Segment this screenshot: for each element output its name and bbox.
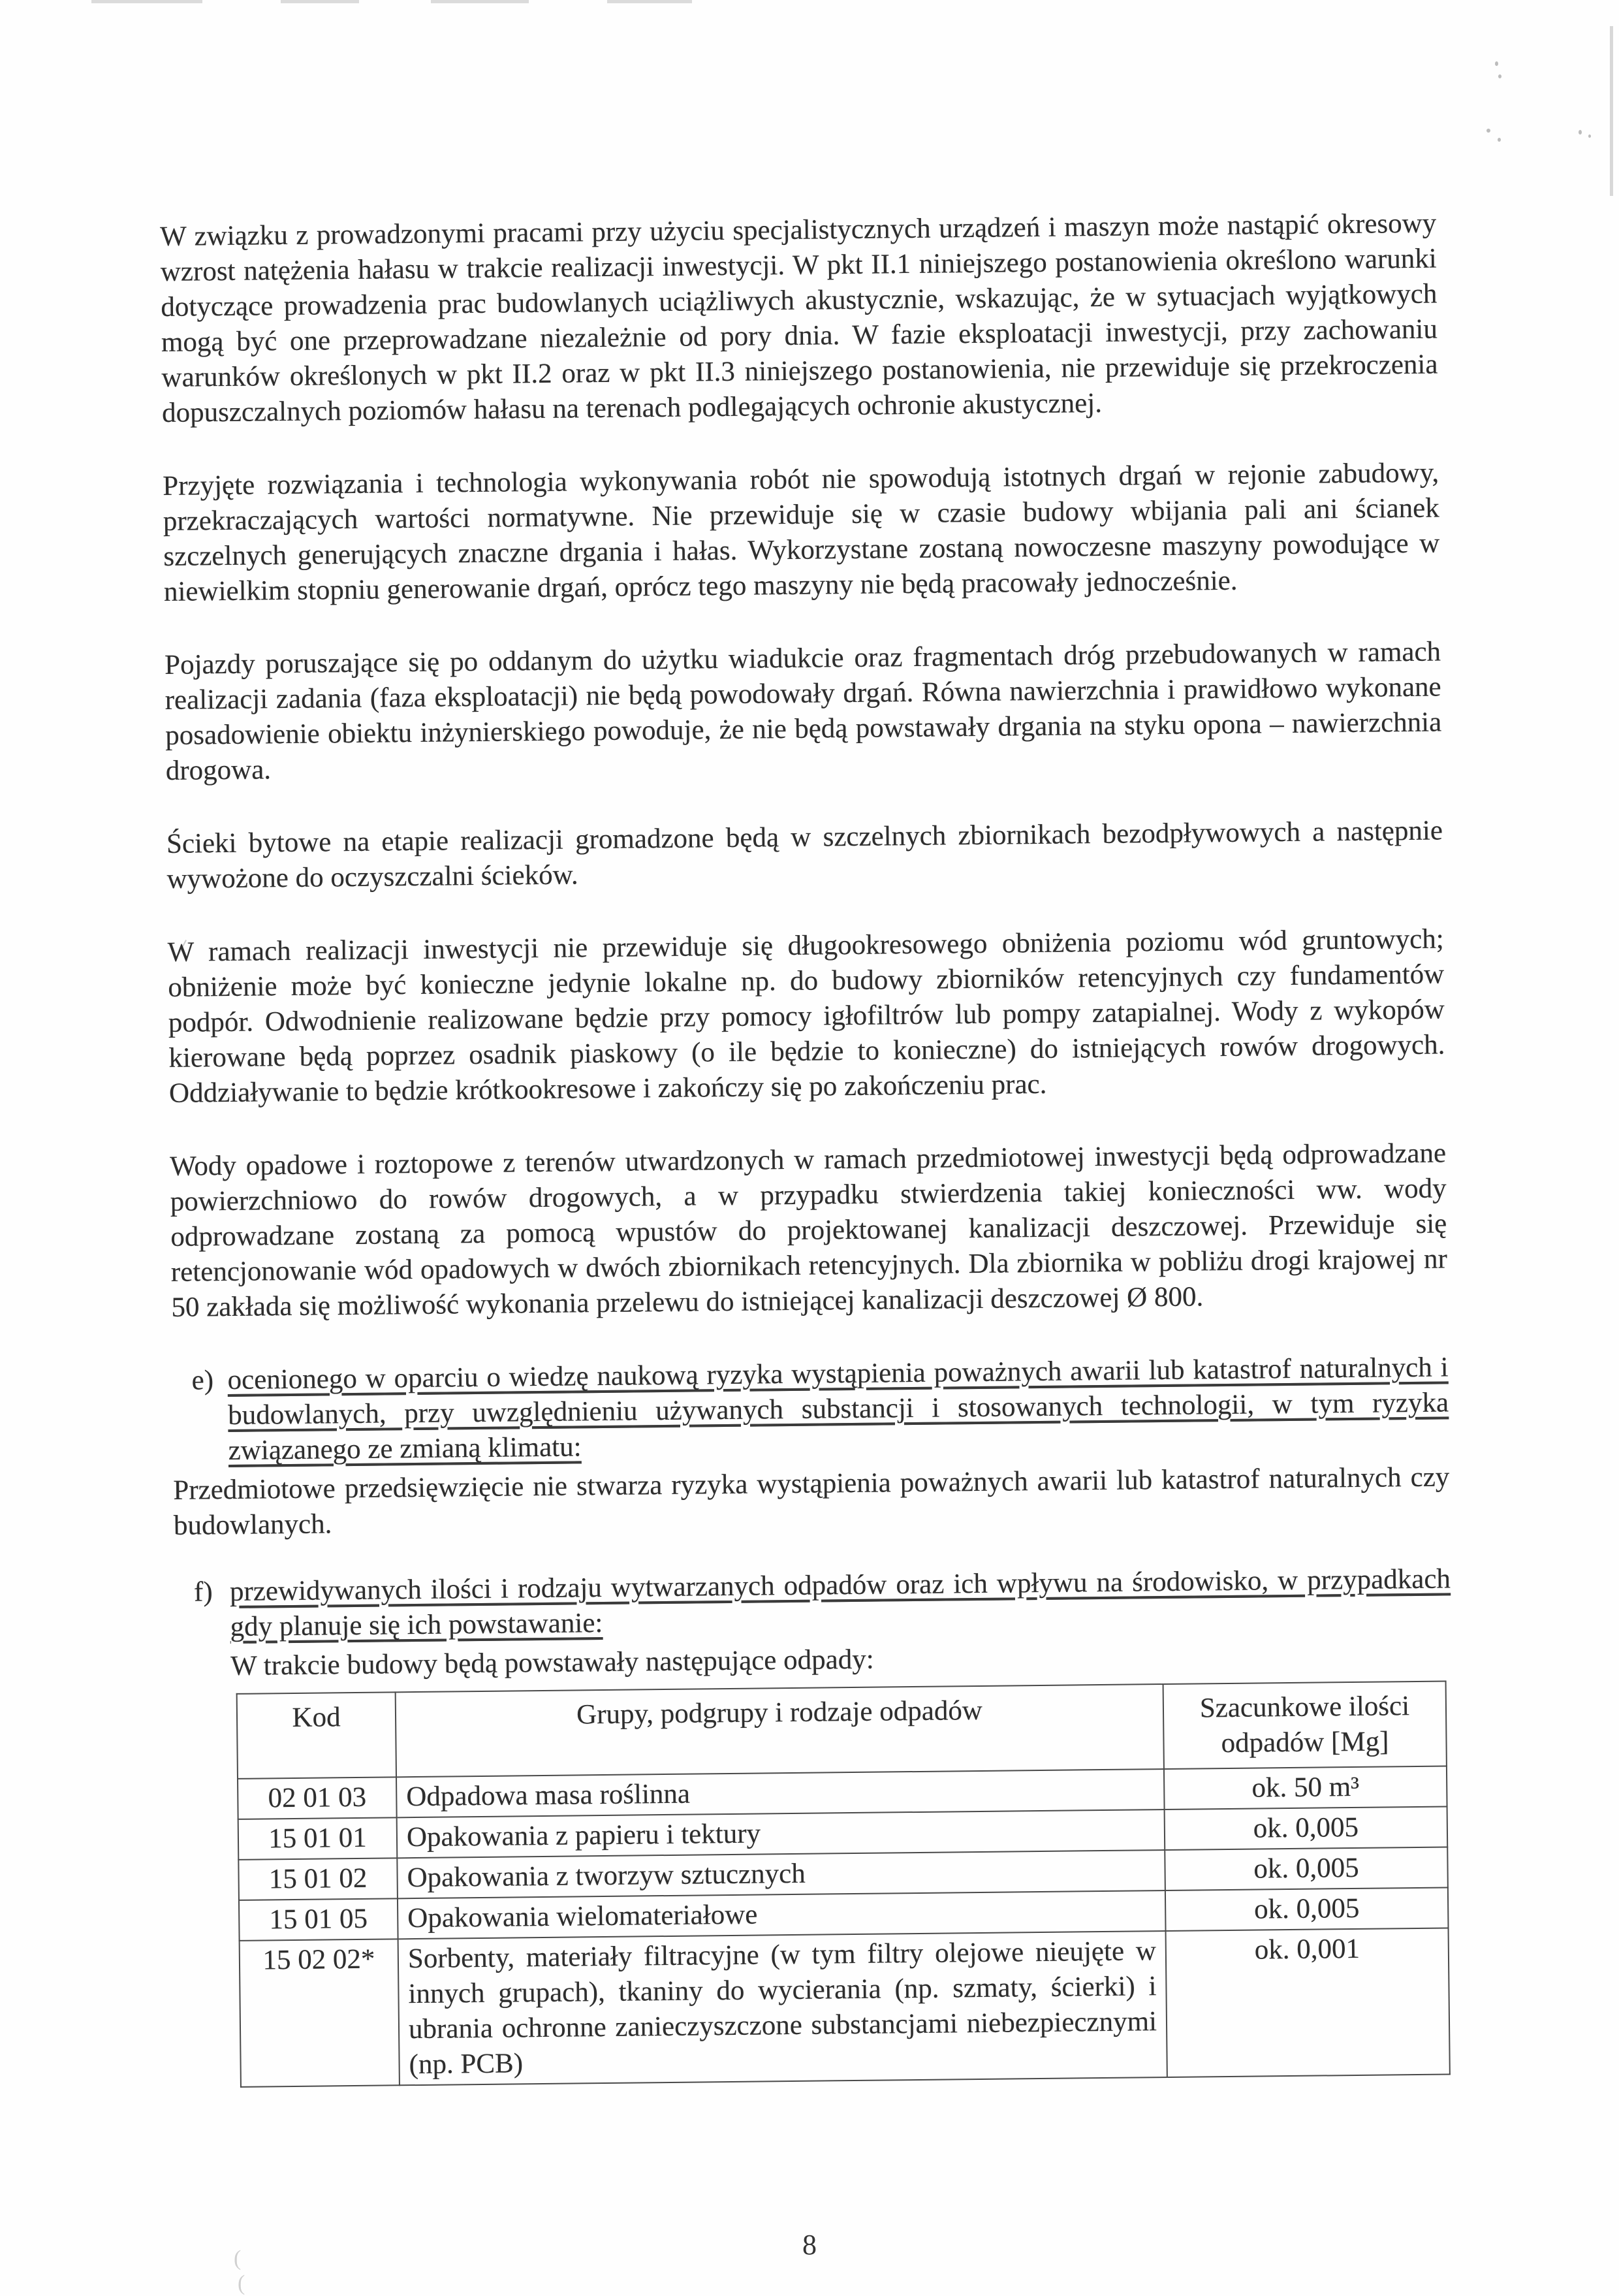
scan-speck-3 xyxy=(1486,129,1490,133)
cell-qty: ok. 0,001 xyxy=(1166,1928,1450,2077)
cell-qty: ok. 0,005 xyxy=(1165,1887,1449,1931)
paragraph-sewage: Ścieki bytowe na etapie realizacji gromadzone będą w szczelnych zbiornikach bezodpływowych a następnie wywożone do oczyszczalni ścieków. xyxy=(166,815,1443,895)
scan-speck-1 xyxy=(1495,61,1498,66)
paragraph-vibrations: Przyjęte rozwiązania i technologia wykonywania robót nie spowodują istotnych drgań w rejonie zabudowy, przekraczających wartości normatywne. Nie przewiduje się w czasie budowy wbijania pali ani ścianek szczelnych generujących znaczne drgania i hałas. Wykorzystane zostaną nowoczesne maszyny powodujące w niewielkim stopniu generowanie drgań, oprócz tego maszyny nie będą pracowały jednocześnie. xyxy=(163,457,1440,607)
cell-code: 15 01 02 xyxy=(238,1858,398,1900)
cell-desc: Opakowania z tworzyw sztucznych xyxy=(397,1850,1165,1898)
paragraph-vehicles: Pojazdy poruszające się po oddanym do użytku wiadukcie oraz fragmentach dróg przebudowanych w ramach realizacji zadania (faza eksploatacji) nie będą powodowały drgań. Równa nawierzchnia i prawidłowo wykonane posadowienie obiektu inżynierskiego powoduje, że nie będą powstawały drgania na styku opona – nawierzchnia drogowa. xyxy=(164,636,1442,786)
cell-desc: Sorbenty, materiały filtracyjne (w tym filtry olejowe nieujęte w innych grupach), tkaniny do wycierania (np. szmaty, ścierki) i ubrania ochronne zanieczyszczone substancjami niebezpiecznymi (np. PCB) xyxy=(398,1931,1167,2085)
item-f-intro: W trakcie budowy będą powstawały następujące odpady: xyxy=(230,1644,874,1682)
cell-desc: Opakowania z papieru i tektury xyxy=(397,1810,1165,1858)
scan-smudge-top-2 xyxy=(281,0,359,3)
item-e-response: Przedmiotowe przedsięwzięcie nie stwarza ryzyka wystąpienia poważnych awarii lub katastrof naturalnych czy budowlanych. xyxy=(173,1461,1450,1541)
waste-table xyxy=(236,1680,1451,2087)
scan-speck-6 xyxy=(1588,135,1591,138)
cell-code: 15 01 05 xyxy=(239,1898,398,1941)
cell-desc: Odpadowa masa roślinna xyxy=(396,1769,1165,1817)
scan-smudge-top-4 xyxy=(607,0,692,3)
item-f-label: f) xyxy=(193,1576,213,1608)
item-f xyxy=(174,1561,1452,1684)
header-cell-quantity: Szacunkowe ilości odpadów [Mg] xyxy=(1163,1681,1447,1769)
table-header-row xyxy=(237,1681,1447,1778)
document-body xyxy=(160,206,1456,2088)
cell-code: 15 01 01 xyxy=(238,1817,398,1860)
cell-code: 15 02 02* xyxy=(240,1939,400,2087)
scan-paren-mark-2: ( xyxy=(238,2271,245,2295)
scan-speck-4 xyxy=(1498,138,1501,142)
header-cell-code: Kod xyxy=(237,1692,396,1779)
scan-edge-band xyxy=(1610,26,1613,196)
cell-desc: Opakowania wielomateriałowe xyxy=(398,1890,1166,1939)
header-cell-groups: Grupy, podgrupy i rodzaje odpadów xyxy=(396,1684,1164,1777)
scan-speck-5 xyxy=(1579,130,1582,135)
cell-code: 02 01 03 xyxy=(238,1777,397,1819)
scan-paren-mark-1: ( xyxy=(234,2246,242,2271)
item-f-heading: przewidywanych ilości i rodzaju wytwarzanych odpadów oraz ich wpływu na środowisko, w przypadkach gdy planuje się ich powstawanie: xyxy=(229,1563,1451,1642)
paragraph-rainwater: Wody opadowe i roztopowe z terenów utwardzonych w ramach przedmiotowej inwestycji będą odprowadzane powierzchniowo do rowów drogowych, a w przypadku stwierdzenia takiej konieczności ww. wody odprowadzane zostaną za pomocą wpustów do projektowanej kanalizacji deszczowej. Przewiduje się retencjonowanie wód opadowych w dwóch zbiornikach retencyjnych. Dla zbiornika w pobliżu drogi krajowej nr 50 zakłada się możliwość wykonania przelewu do istniejącej kanalizacji deszczowej Ø 800. xyxy=(169,1138,1448,1323)
page-number: 8 xyxy=(802,2229,817,2261)
scan-speck-2 xyxy=(1498,74,1501,78)
item-e-label: e) xyxy=(191,1365,214,1396)
item-e-heading: ocenionego w oparciu o wiedzę naukową ryzyka wystąpienia poważnych awarii lub katastrof naturalnych i budowlanych, przy uwzględnieniu używanych substancji i stosowanych technologii, w tym ryzyka związanego ze zmianą klimatu: xyxy=(227,1352,1449,1467)
cell-qty: ok. 0,005 xyxy=(1165,1847,1448,1890)
paragraph-groundwater: W ramach realizacji inwestycji nie przewiduje się długookresowego obniżenia poziomu wód gruntowych; obniżenie może być konieczne jedynie lokalne np. do budowy zbiorników retencyjnych czy fundamentów podpór. Odwodnienie realizowane będzie przy pomocy igłofiltrów lub pompy zatapialnej. Wody z wykopów kierowane będą poprzez osadnik piaskowy (o ile będzie to konieczne) do istniejących rowów drogowych. Oddziaływanie to będzie krótkookresowe i zakończy się po zakończeniu prac. xyxy=(167,923,1445,1109)
scan-smudge-top-1 xyxy=(91,0,202,3)
cell-qty: ok. 0,005 xyxy=(1165,1806,1448,1850)
cell-qty: ok. 50 m³ xyxy=(1164,1766,1447,1810)
item-e xyxy=(172,1350,1449,1469)
paragraph-noise: W związku z prowadzonymi pracami przy użyciu specjalistycznych urządzeń i maszyn może nastąpić okresowy wzrost natężenia hałasu w trakcie realizacji inwestycji. W pkt II.1 niniejszego postanowienia określono warunki dotyczące prowadzenia prac budowlanych uciążliwych akustycznie, wskazując, że w sytuacjach wyjątkowych mogą być one przeprowadzane niezależnie od pory dnia. W fazie eksploatacji inwestycji, przy zachowaniu warunków określonych w pkt II.2 oraz w pkt II.3 niniejszego postanowienia, nie przewiduje się przekroczenia dopuszczalnych poziomów hałasu na terenach podlegających ochronie akustycznej. xyxy=(160,208,1438,428)
table-row xyxy=(240,1928,1450,2086)
scan-smudge-top-3 xyxy=(431,0,529,3)
